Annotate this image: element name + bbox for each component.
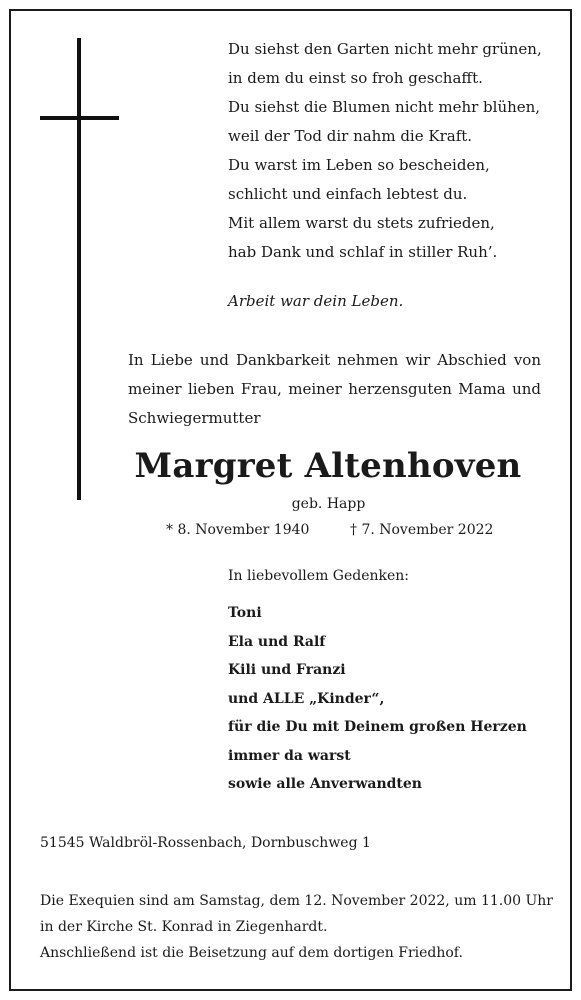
- poem-line: Mit allem warst du stets zufrieden,: [228, 214, 495, 232]
- cross-horizontal-bar: [40, 116, 119, 120]
- mourner-line: immer da warst: [228, 747, 351, 764]
- memory-heading: In liebevollem Gedenken:: [228, 568, 410, 584]
- service-line: Anschließend ist die Beisetzung auf dem dortigen Friedhof.: [40, 945, 463, 961]
- poem-line: schlicht und einfach lebtest du.: [228, 185, 468, 203]
- poem: [228, 35, 542, 267]
- poem-line: in dem du einst so froh geschafft.: [228, 69, 483, 87]
- address: 51545 Waldbröl-Rossenbach, Dornbuschweg 1: [40, 835, 371, 851]
- motto: Arbeit war dein Leben.: [228, 292, 404, 310]
- death-date: † 7. November 2022: [350, 522, 494, 538]
- poem-line: Du siehst den Garten nicht mehr grünen,: [228, 40, 542, 58]
- poem-line: Du warst im Leben so bescheiden,: [228, 156, 490, 174]
- poem-line: weil der Tod dir nahm die Kraft.: [228, 127, 473, 145]
- birth-date: * 8. November 1940: [166, 522, 310, 538]
- mourner-line: Kili und Franzi: [228, 662, 346, 678]
- service-info: [40, 888, 553, 966]
- cross-vertical-bar: [77, 38, 81, 500]
- service-line: in der Kirche St. Konrad in Ziegenhardt.: [40, 919, 328, 935]
- mourners-list: [228, 599, 527, 799]
- poem-line: Du siehst die Blumen nicht mehr blühen,: [228, 98, 541, 116]
- poem-line: hab Dank und schlaf in stiller Ruh’.: [228, 243, 498, 261]
- maiden-name: geb. Happ: [291, 496, 366, 512]
- mourner-line: Ela und Ralf: [228, 633, 326, 650]
- mourner-line: und ALLE „Kinder“,: [228, 690, 385, 707]
- mourner-line: für die Du mit Deinem großen Herzen: [228, 719, 527, 735]
- intro-text: In Liebe und Dankbarkeit nehmen wir Abschied von meiner lieben Frau, meiner herzensguten Mama und Schwiegermutter: [128, 351, 541, 427]
- service-line: Die Exequien sind am Samstag, dem 12. November 2022, um 11.00 Uhr: [40, 893, 553, 909]
- mourner-line: sowie alle Anverwandten: [228, 776, 422, 792]
- deceased-name: Margret Altenhoven: [134, 446, 522, 486]
- mourner-line: Toni: [228, 605, 262, 621]
